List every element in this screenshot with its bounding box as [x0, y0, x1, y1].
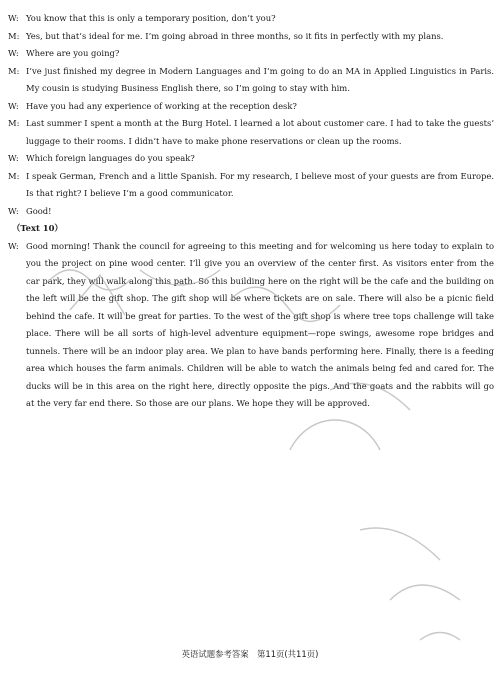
dialogue-line	[8, 45, 494, 63]
section-heading-row	[8, 220, 494, 238]
dialogue-line	[8, 63, 494, 98]
speaker-label: W:	[8, 100, 19, 111]
speaker-label: W:	[8, 205, 19, 216]
utterance-text: Good!	[26, 205, 52, 216]
dialogue-text-9	[8, 10, 494, 220]
dialogue-line	[8, 10, 494, 28]
utterance-text: I speak German, French and a little Spanish. For my research, I believe most of your guests are from Europe. Is that right? I believe I’m a good communicator.	[26, 170, 494, 198]
utterance-text: I’ve just finished my degree in Modern Languages and I’m going to do an MA in Applied Linguistics in Paris. My cousin is studying Business English there, so I’m going to stay with him.	[26, 65, 494, 93]
speaker-label: W:	[8, 153, 19, 163]
dialogue-line	[8, 150, 494, 168]
dialogue-line	[8, 98, 494, 116]
speaker-label: M:	[8, 65, 20, 76]
dialogue-text-10	[8, 238, 494, 413]
utterance-text: You know that this is only a temporary position, don’t you?	[26, 13, 276, 23]
dialogue-line	[8, 203, 494, 221]
dialogue-line	[8, 115, 494, 150]
utterance-text: Which foreign languages do you speak?	[26, 153, 195, 163]
dialogue-line	[8, 168, 494, 203]
speaker-label: W:	[8, 48, 19, 58]
dialogue-line	[8, 238, 494, 413]
dialogue-line	[8, 28, 494, 46]
utterance-text: Where are you going?	[26, 48, 120, 58]
utterance-text: Good morning! Thank the council for agreeing to this meeting and for welcoming us here today to explain to you the project on pine wood center. I’ll give you an overview of the center first. As visitors enter from the car park, they will walk along this path. So this building here on the right will be the cafe and the building on the left will be the gift shop. The gift shop will be where tickets are on sale. There will also be a picnic field behind the cafe. It will be great for parties. To the west of the gift shop is where tree tops challenge will take place. There will be all sorts of high-level adventure equipment—rope swings, awesome rope bridges and tunnels. There will be an indoor play area. We plan to have bands performing here. Finally, there is a feeding area which houses the farm animals. Children will be able to watch the animals being fed and cared for. The ducks will be in this area on the right here, directly opposite the pigs. And the goats and the rabbits will go at the very far end there. So those are our plans. We hope they will be approved.	[26, 240, 494, 408]
utterance-text: Last summer I spent a month at the Burg Hotel. I learned a lot about customer care. I had to take the guests’ luggage to their rooms. I didn’t have to make phone reservations or clean up the rooms.	[26, 118, 494, 146]
speaker-label: M:	[8, 30, 20, 41]
utterance-text: Yes, but that’s ideal for me. I’m going abroad in three months, so it fits in perfectly with my plans.	[26, 30, 444, 41]
transcript-body	[8, 10, 494, 413]
speaker-label: W:	[8, 240, 19, 251]
speaker-label: W:	[8, 13, 19, 23]
page-footer: 英语试题参考答案 第11页(共11页)	[181, 649, 319, 659]
speaker-label: M:	[8, 118, 20, 128]
speaker-label: M:	[8, 170, 20, 181]
utterance-text: Have you had any experience of working at the reception desk?	[26, 100, 297, 111]
section-title: （Text 10）	[12, 223, 63, 233]
